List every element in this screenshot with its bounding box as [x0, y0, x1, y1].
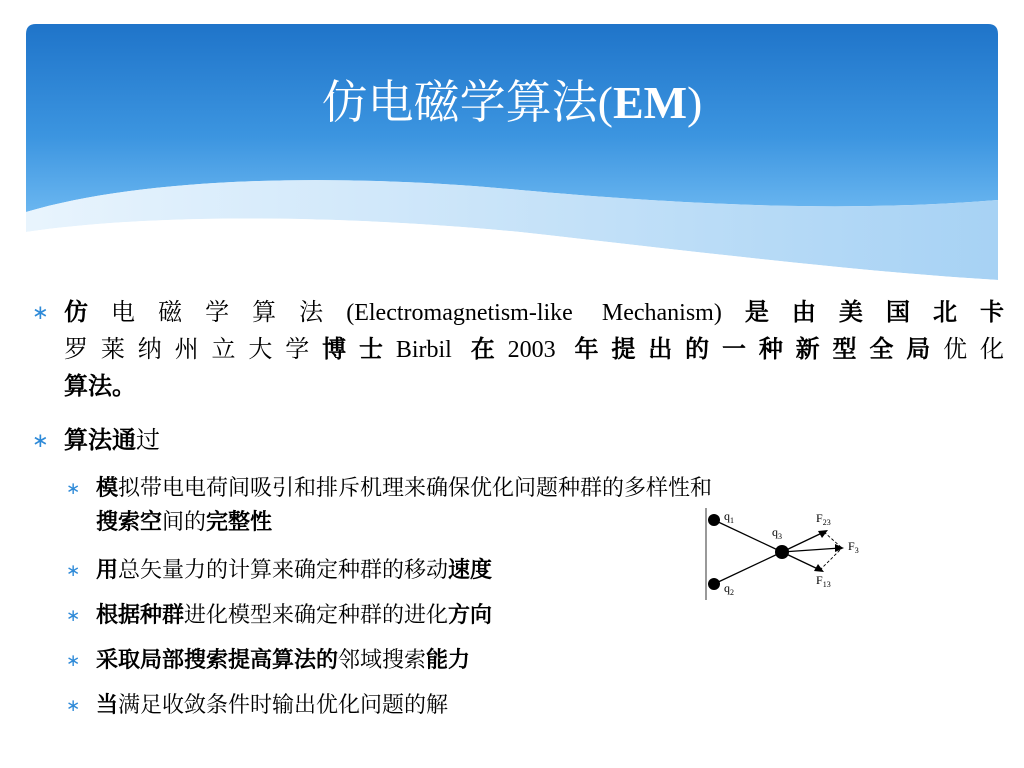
bullet-line-1 [64, 422, 1004, 458]
text-run: 模 [96, 476, 119, 501]
label-q1: $q_1$ [724, 509, 734, 525]
asterisk-bullet-icon: ∗ [66, 561, 81, 581]
label-f13: $F_{13}$ [816, 573, 831, 589]
asterisk-bullet-icon: ∗ [66, 696, 81, 716]
sub-bullet-convergence [66, 689, 1002, 723]
title-cn: 仿电磁学算法 [321, 75, 598, 129]
label-f3: $F_3$ [848, 539, 859, 555]
title-paren-open: ( [597, 77, 613, 128]
label-f23: $F_{23}$ [816, 511, 831, 527]
asterisk-bullet-icon: ∗ [66, 479, 81, 499]
text-run: 根据种群 [96, 603, 185, 628]
text-run: (Electromagnetism-like Mechanism) [346, 300, 722, 326]
header-band [0, 0, 1024, 290]
bullet-line-1 [96, 472, 1002, 506]
text-run: 罗莱纳州立大学 [64, 335, 323, 363]
text-run: 能力 [426, 648, 471, 673]
text-run: 2003 [507, 337, 575, 363]
bullet-line-2 [64, 331, 1004, 368]
title-paren-close: ) [687, 77, 703, 128]
text-run: 当 [96, 693, 119, 718]
text-run: 年提出的一种新型全局 [574, 335, 944, 363]
asterisk-bullet-icon: ∗ [66, 606, 81, 626]
text-run: 算法通 [64, 426, 136, 454]
text-run: 邻域搜索 [338, 648, 427, 673]
bullet-line-1 [64, 294, 1004, 331]
text-run: 满足收敛条件时输出优化问题的解 [118, 693, 449, 718]
text-run: 总矢量力的计算来确定种群的移动 [118, 558, 449, 583]
label-q3: $q_3$ [772, 525, 782, 541]
text-run: 电磁学算法 [111, 298, 347, 326]
text-run: 拟带电电荷间吸引和排斥机理来确保优化问题种群的多样性和 [118, 476, 713, 501]
text-run: 在 [470, 335, 508, 363]
charge-q1 [708, 514, 720, 526]
text-run: 搜索空 [96, 510, 163, 535]
text-run: 优化 [943, 335, 1005, 363]
text-run: 间的 [162, 510, 207, 535]
sub-bullet-direction [66, 599, 1002, 633]
text-run: 算法。 [64, 372, 136, 400]
text-run: 速度 [448, 558, 493, 583]
asterisk-bullet-icon: ∗ [32, 428, 49, 452]
text-run: 用 [96, 558, 119, 583]
text-run: 方向 [448, 603, 493, 628]
bullet-algorithm-via [32, 422, 1004, 458]
bullet-em-intro [32, 294, 1005, 404]
title-em: EM [612, 77, 688, 128]
slide-title [0, 72, 1024, 133]
text-run: 完整性 [206, 510, 273, 535]
bullet-line-1 [96, 644, 1002, 678]
text-run: 采取局部搜索提高算法的 [96, 648, 339, 673]
text-run: 是由美国北卡 [721, 298, 1005, 326]
text-run: Birbil [395, 337, 471, 363]
asterisk-bullet-icon: ∗ [66, 651, 81, 671]
text-run: 仿 [64, 298, 112, 326]
sub-bullet-local-search [66, 644, 1002, 678]
bullet-line-3 [64, 368, 1004, 404]
bullet-line-1 [96, 689, 1002, 723]
bullet-line-1 [96, 599, 1002, 633]
text-run: 过 [136, 426, 160, 454]
text-run: 博士 [322, 335, 396, 363]
label-q2: $q_2$ [724, 581, 734, 597]
charge-q3 [775, 545, 789, 559]
asterisk-bullet-icon: ∗ [32, 300, 49, 324]
force-diagram [700, 504, 870, 604]
charge-q2 [708, 578, 720, 590]
text-run: 进化模型来确定种群的进化 [184, 603, 449, 628]
